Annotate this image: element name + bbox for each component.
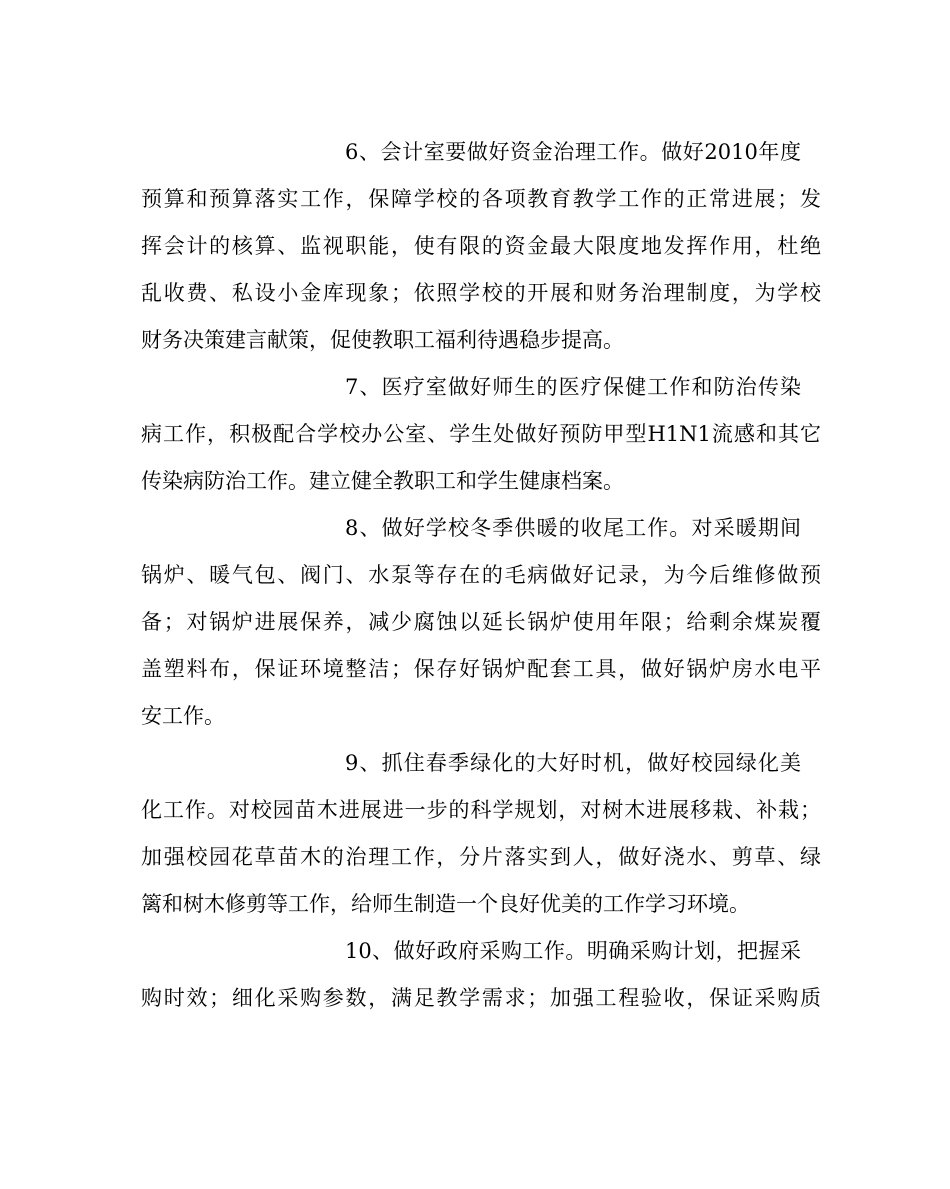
text-line: 备；对锅炉进展保养，减少腐蚀以延长锅炉使用年限；给剩余煤炭覆 xyxy=(141,610,821,634)
text-line: 预算和预算落实工作，保障学校的各项教育教学工作的正常进展；发 xyxy=(141,187,821,211)
text-line: 安工作。 xyxy=(141,704,225,728)
text-line: 6、会计室要做好资金治理工作。做好2010年度 xyxy=(345,140,801,164)
text-line: 加强校园花草苗木的治理工作，分片落实到人，做好浇水、剪草、绿 xyxy=(141,845,821,869)
text-line: 化工作。对校园苗木进展进一步的科学规划，对树木进展移栽、补栽； xyxy=(141,798,821,822)
text-line: 7、医疗室做好师生的医疗保健工作和防治传染 xyxy=(345,375,801,399)
text-line: 购时效；细化采购参数，满足教学需求；加强工程验收，保证采购质 xyxy=(141,986,821,1010)
text-line: 挥会计的核算、监视职能，使有限的资金最大限度地发挥作用，杜绝 xyxy=(141,234,821,258)
text-line: 乱收费、私设小金库现象；依照学校的开展和财务治理制度，为学校 xyxy=(141,281,821,305)
text-line: 篱和树木修剪等工作，给师生制造一个良好优美的工作学习环境。 xyxy=(141,892,750,916)
text-line: 传染病防治工作。建立健全教职工和学生健康档案。 xyxy=(141,469,624,493)
text-line: 10、做好政府采购工作。明确采购计划，把握采 xyxy=(345,939,801,963)
text-line: 9、抓住春季绿化的大好时机，做好校园绿化美 xyxy=(345,751,801,775)
text-line: 病工作，积极配合学校办公室、学生处做好预防甲型H1N1流感和其它 xyxy=(141,422,821,446)
text-line: 锅炉、暖气包、阀门、水泵等存在的毛病做好记录，为今后维修做预 xyxy=(141,563,821,587)
text-line: 财务决策建言献策，促使教职工福利待遇稳步提高。 xyxy=(141,328,624,352)
text-line: 8、做好学校冬季供暖的收尾工作。对采暖期间 xyxy=(345,516,801,540)
text-line: 盖塑料布，保证环境整洁；保存好锅炉配套工具，做好锅炉房水电平 xyxy=(141,657,821,681)
